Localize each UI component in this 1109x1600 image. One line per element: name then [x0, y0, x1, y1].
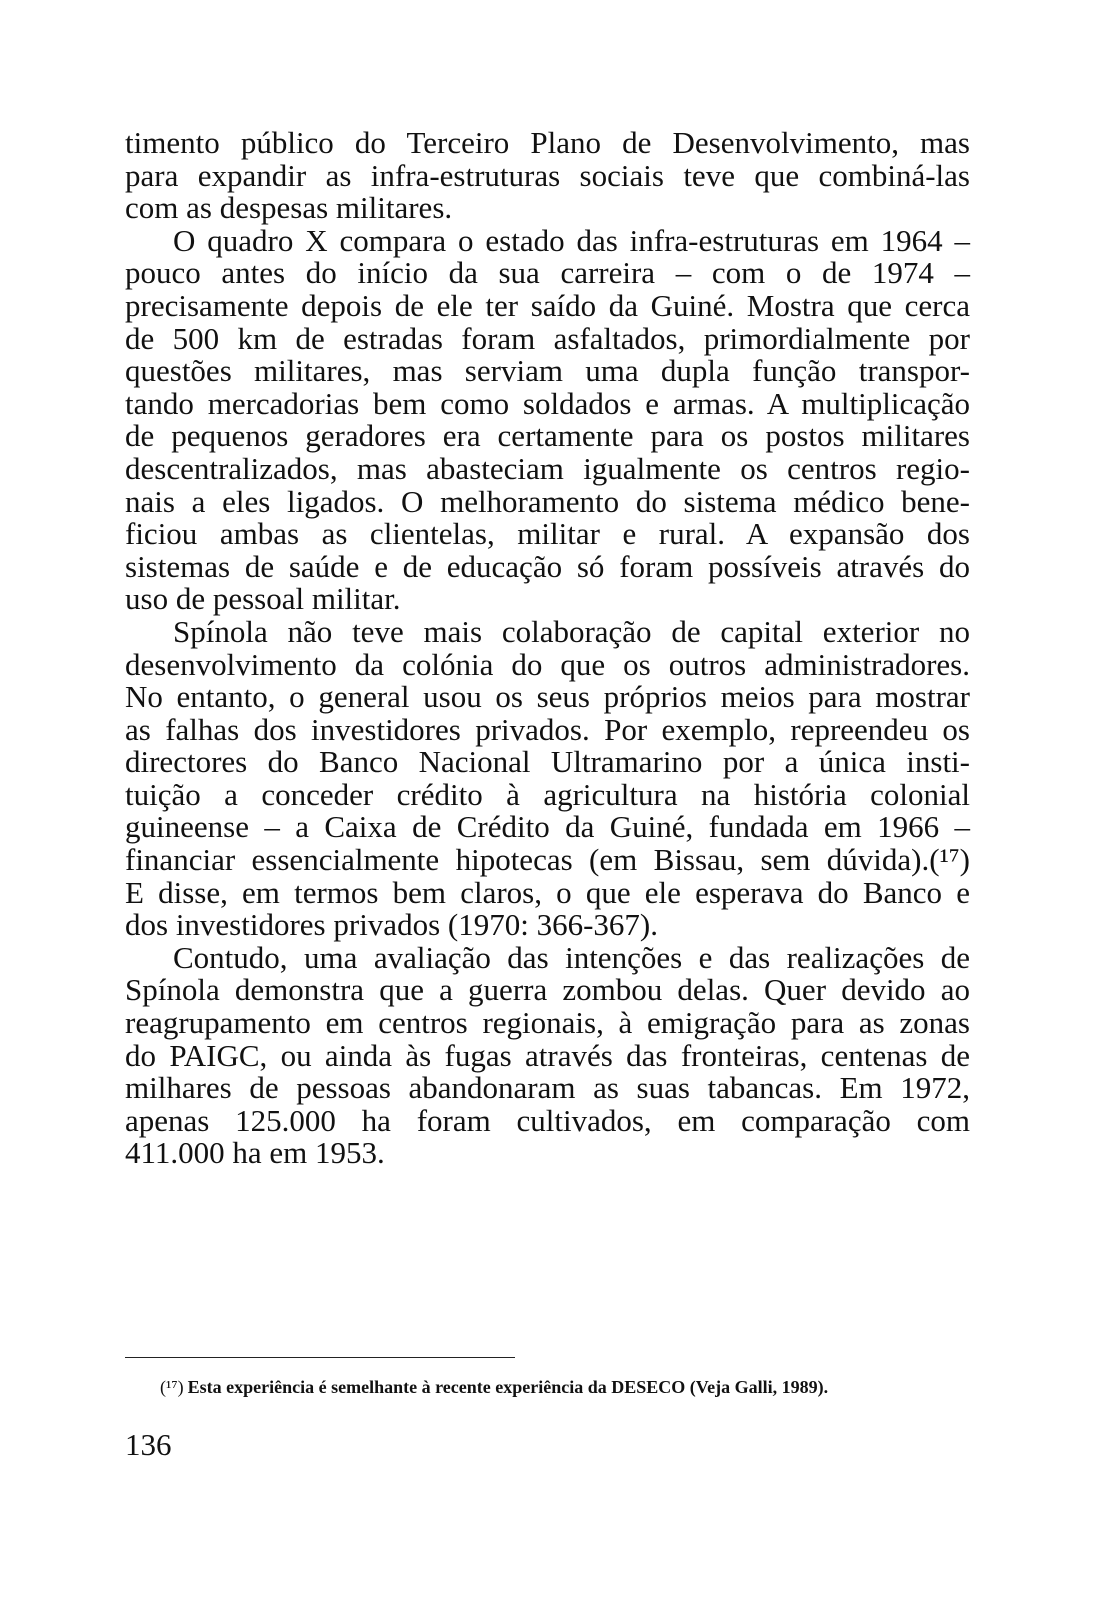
text-line: financiar essencialmente hipotecas (em Bissau, sem dúvida).(¹⁷) — [125, 842, 970, 878]
page-number: 136 — [125, 1427, 172, 1462]
text-line: tando mercadorias bem como soldados e armas. A multiplicação — [125, 385, 970, 421]
text-line: uso de pessoal militar. — [125, 581, 401, 617]
text-line: Contudo, uma avaliação das intenções e das realizações de — [173, 939, 970, 975]
text-line: directores do Banco Nacional Ultramarino por a única insti- — [125, 744, 970, 780]
text-line: nais a eles ligados. O melhoramento do sistema médico bene- — [125, 483, 970, 519]
text-line: precisamente depois de ele ter saído da Guiné. Mostra que cerca — [125, 287, 970, 323]
footnote-17 — [160, 1375, 828, 1399]
footnote-separator — [125, 1357, 515, 1358]
text-line: timento público do Terceiro Plano de Desenvolvimento, mas — [125, 125, 970, 160]
footnote-marker: (¹⁷) — [160, 1377, 184, 1397]
text-line: questões militares, mas serviam uma dupla função transpor- — [125, 353, 970, 389]
text-line: sistemas de saúde e de educação só foram possíveis através do — [125, 548, 970, 584]
text-line: O quadro X compara o estado das infra-estruturas em 1964 – — [173, 222, 970, 258]
text-line: de 500 km de estradas foram asfaltados, primordialmente por — [125, 320, 970, 356]
footnote-text: Esta experiência é semelhante à recente experiência da DESECO (Veja Galli, 1989). — [187, 1377, 829, 1397]
text-line: descentralizados, mas abasteciam igualmente os centros regio- — [125, 450, 970, 486]
text-line: do PAIGC, ou ainda às fugas através das fronteiras, centenas de — [125, 1037, 970, 1073]
text-line: No entanto, o general usou os seus próprios meios para mostrar — [125, 679, 970, 715]
text-line: pouco antes do início da sua carreira – com o de 1974 – — [125, 255, 970, 291]
text-line: tuição a conceder crédito à agricultura na história colonial — [125, 776, 970, 812]
text-line: E disse, em termos bem claros, o que ele esperava do Banco e — [125, 874, 970, 910]
text-line: dos investidores privados (1970: 366-367). — [125, 907, 658, 943]
text-line: ficiou ambas as clientelas, militar e rural. A expansão dos — [125, 516, 970, 552]
text-line: as falhas dos investidores privados. Por exemplo, repreendeu os — [125, 711, 970, 747]
text-line: Spínola não teve mais colaboração de capital exterior no — [173, 613, 970, 649]
body-text — [125, 127, 970, 1170]
text-line: com as despesas militares. — [125, 190, 453, 226]
text-line: desenvolvimento da colónia do que os outros administradores. — [125, 646, 970, 682]
text-line: Spínola demonstra que a guerra zombou delas. Quer devido ao — [125, 972, 970, 1008]
text-line: para expandir as infra-estruturas sociais teve que combiná-las — [125, 157, 970, 193]
text-line: reagrupamento em centros regionais, à emigração para as zonas — [125, 1005, 970, 1041]
text-line: milhares de pessoas abandonaram as suas tabancas. Em 1972, — [125, 1070, 970, 1106]
text-line: 411.000 ha em 1953. — [125, 1135, 385, 1171]
text-line: de pequenos geradores era certamente para os postos militares — [125, 418, 970, 454]
text-line: guineense – a Caixa de Crédito da Guiné, fundada em 1966 – — [125, 809, 970, 845]
text-line: apenas 125.000 ha foram cultivados, em comparação com — [125, 1102, 970, 1138]
